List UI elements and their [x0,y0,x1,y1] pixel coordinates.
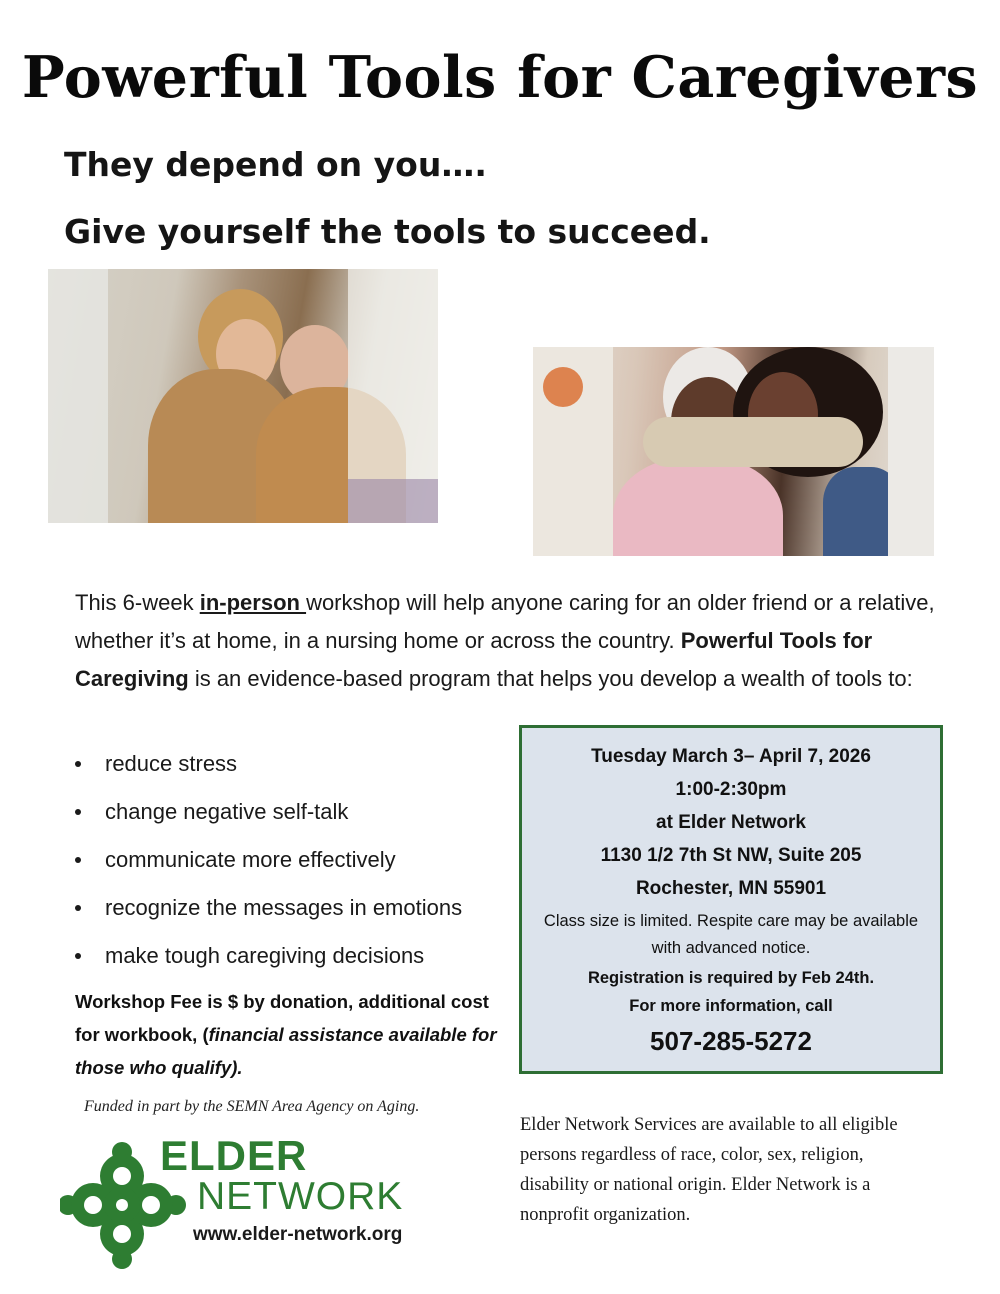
session-info-box [519,725,943,1074]
intro-text-3: is an evidence-based program that helps you develop a wealth of tools to: [188,666,913,691]
bullet-icon [75,809,81,815]
financial-assistance-note: financial assistance available for those who qualify). [75,1024,497,1078]
session-dates: Tuesday March 3– April 7, 2026 [591,746,871,767]
phone-number[interactable]: 507-285-5272 [650,1026,812,1056]
registration-deadline: Registration is required by Feb 24th. [587,969,875,987]
class-size-note: Class size is limited. Respite care may be available [543,912,919,930]
tagline-1: They depend on you…. [64,145,487,184]
benefits-list [75,744,462,984]
program-name: Powerful Tools for Caregiving [75,628,873,691]
logo-wordmark-network: NETWORK [197,1175,404,1218]
intro-text-2: workshop will help anyone caring for an older friend or a relative, whether it’s at home, in a nursing home or across the country. [75,590,935,653]
fee-text: Workshop Fee is $ by donation, additional cost for workbook, ( [75,991,489,1045]
session-city: Rochester, MN 55901 [635,878,827,899]
photo-caregiver-embrace [48,269,438,523]
intro-paragraph [75,584,945,698]
tagline-2: Give yourself the tools to succeed. [64,212,711,251]
page-title: Powerful Tools for Caregivers [21,44,979,111]
list-item-label: reduce stress [105,751,238,776]
more-info-label: For more information, call [629,997,833,1015]
list-item-label: make tough caregiving decisions [105,943,425,968]
nondiscrimination-statement: Elder Network Services are available to all eligible persons regardless of race, color, sex, religion, disability or national origin. Elder Network is a nonprofit organization. [520,1115,898,1225]
list-item [75,936,462,984]
list-item-label: change negative self-talk [105,799,349,824]
list-item [75,792,462,840]
list-item-label: communicate more effectively [105,847,396,872]
session-venue: at Elder Network [656,812,806,833]
website-link[interactable]: www.elder-network.org [193,1224,403,1245]
bullet-icon [75,857,81,863]
list-item [75,840,462,888]
session-time: 1:00-2:30pm [675,779,787,800]
bullet-icon [75,953,81,959]
list-item-label: recognize the messages in emotions [105,895,463,920]
intro-text-1: This 6-week [75,590,200,615]
in-person-emphasis: in-person [199,590,307,615]
bullet-icon [75,905,81,911]
session-address: 1130 1/2 7th St NW, Suite 205 [600,845,862,866]
list-item [75,744,462,792]
workshop-fee [75,985,505,1084]
logo-wordmark-elder: ELDER [160,1132,308,1179]
funding-credit: Funded in part by the SEMN Area Agency on Aging. [84,1098,420,1115]
photo-hug [533,347,934,556]
list-item [75,888,462,936]
respite-note: with advanced notice. [651,939,811,957]
bullet-icon [75,761,81,767]
